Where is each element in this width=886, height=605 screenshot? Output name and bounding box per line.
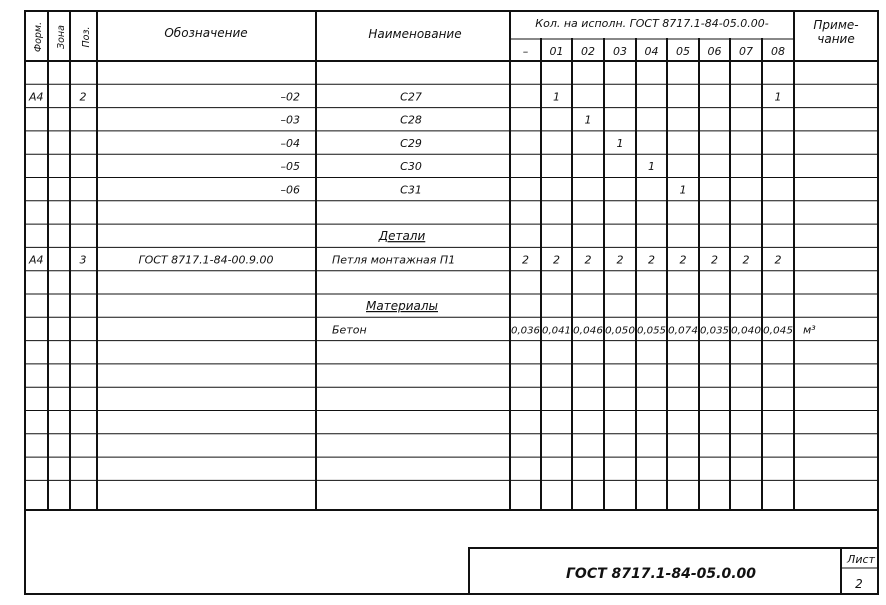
quantity-cell: 0,046 <box>573 325 603 337</box>
quantity-cell: 2 <box>774 253 782 267</box>
quantity-cell: 2 <box>616 253 624 267</box>
quantity-cell: 0,041 <box>542 325 571 337</box>
document-code: ГОСТ 8717.1-84-05.0.00 <box>566 566 756 582</box>
quantity-cell: 1 <box>616 136 624 150</box>
format-cell: А4 <box>29 90 44 104</box>
qty-column-header: 03 <box>613 45 627 58</box>
name-cell: С27 <box>400 90 422 104</box>
qty-column-header: – <box>522 45 529 58</box>
quantity-cell: 2 <box>711 253 718 267</box>
sheet-label: Лист <box>847 553 875 566</box>
quantity-cell: 2 <box>553 253 560 267</box>
name-cell: Бетон <box>332 323 367 337</box>
quantity-cell: 0,055 <box>637 325 666 337</box>
header-form: Форм. <box>33 21 44 53</box>
qty-column-header: 06 <box>707 45 722 58</box>
name-cell: С28 <box>400 113 422 127</box>
qty-column-header: 08 <box>771 45 785 58</box>
header-note-line1: Приме- <box>813 18 859 32</box>
sheet-number: 2 <box>855 577 863 591</box>
header-qty-title: Кол. на исполн. ГОСТ 8717.1-84-05.0.00- <box>535 17 769 30</box>
quantity-cell: 1 <box>584 113 592 127</box>
quantity-cell: 0,036 <box>511 325 540 337</box>
quantity-cell: 2 <box>648 253 655 267</box>
designation-cell: –02 <box>280 90 300 104</box>
section-heading: Детали <box>378 229 426 244</box>
qty-column-header: 02 <box>581 45 595 58</box>
header-designation: Обозначение <box>164 26 248 40</box>
quantity-cell: 0,040 <box>731 325 761 337</box>
qty-column-header: 01 <box>549 45 564 58</box>
name-cell: С29 <box>400 136 422 150</box>
name-cell: Петля монтажная П1 <box>332 253 456 267</box>
quantity-cell: 1 <box>648 160 655 174</box>
position-cell: 2 <box>79 90 87 104</box>
quantity-cell: 1 <box>679 183 687 197</box>
format-cell: А4 <box>29 253 44 267</box>
designation-cell: –06 <box>280 183 300 197</box>
name-cell: С31 <box>400 183 422 197</box>
note-cell: м³ <box>803 323 816 337</box>
header-zone: Зона <box>56 25 67 49</box>
quantity-cell: 0,050 <box>605 325 635 337</box>
header-pos: Поз. <box>81 26 92 48</box>
qty-column-header: 04 <box>644 45 659 58</box>
quantity-cell: 0,035 <box>700 325 729 337</box>
quantity-cell: 2 <box>742 253 750 267</box>
quantity-cell: 0,074 <box>668 325 698 337</box>
title-block <box>566 553 876 591</box>
quantity-cell: 1 <box>553 90 560 104</box>
quantity-cell: 2 <box>522 253 529 267</box>
table-header <box>33 17 859 52</box>
designation-cell: –04 <box>280 136 300 150</box>
quantity-cell: 2 <box>584 253 592 267</box>
header-name: Наименование <box>368 27 462 41</box>
designation-cell: ГОСТ 8717.1-84-00.9.00 <box>138 253 274 267</box>
name-cell: С30 <box>400 160 422 174</box>
designation-cell: –05 <box>280 160 300 174</box>
header-note-line2: чание <box>817 32 855 46</box>
position-cell: 3 <box>79 253 87 267</box>
table-grid <box>25 11 878 594</box>
quantity-cell: 1 <box>774 90 782 104</box>
quantity-cell: 0,045 <box>763 325 793 337</box>
quantity-cell: 2 <box>679 253 687 267</box>
quantity-column-headers <box>523 45 785 58</box>
designation-cell: –03 <box>280 113 300 127</box>
section-heading: Материалы <box>366 299 438 313</box>
qty-column-header: 07 <box>739 45 753 58</box>
qty-column-header: 05 <box>676 45 690 58</box>
